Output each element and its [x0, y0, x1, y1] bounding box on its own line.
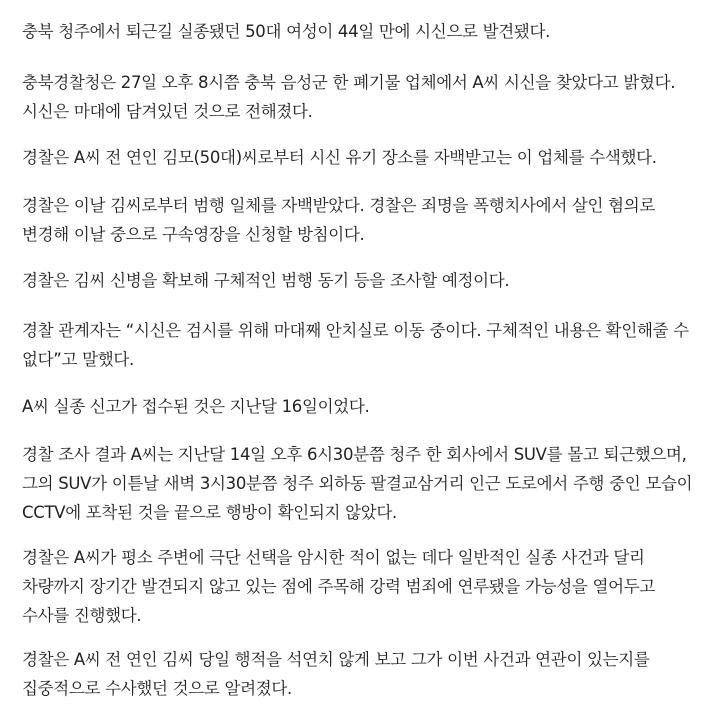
- article-paragraph-2: 충북경찰청은 27일 오후 8시쯤 충북 음성군 한 폐기물 업체에서 A씨 시신을 찾았다고 밝혔다. 시신은 마대에 담겨있던 것으로 전해졌다.: [22, 73, 676, 121]
- article-paragraph-3: 경찰은 A씨 전 연인 김모(50대)씨로부터 시신 유기 장소를 자백받고는 이 업체를 수색했다.: [22, 148, 657, 167]
- article-paragraph-1: 충북 청주에서 퇴근길 실종됐던 50대 여성이 44일 만에 시신으로 발견됐다.: [22, 22, 551, 41]
- article-paragraph-7: A씨 실종 신고가 접수된 것은 지난달 16일이었다.: [22, 397, 370, 416]
- article-paragraph-10: 경찰은 A씨 전 연인 김씨 당일 행적을 석연치 않게 보고 그가 이번 사건과 연관이 있는지를 집중적으로 수사했던 것으로 알려졌다.: [22, 650, 650, 698]
- article-paragraph-4: 경찰은 이날 김씨로부터 범행 일체를 자백받았다. 경찰은 죄명을 폭행치사에서 살인 혐의로 변경해 이날 중으로 구속영장을 신청할 방침이다.: [22, 196, 656, 244]
- article-paragraph-6: 경찰 관계자는 “시신은 검시를 위해 마대째 안치실로 이동 중이다. 구체적인 내용은 확인해줄 수 없다”고 말했다.: [22, 321, 689, 369]
- article-paragraph-5: 경찰은 김씨 신병을 확보해 구체적인 범행 동기 등을 조사할 예정이다.: [22, 271, 510, 290]
- article-paragraph-8: 경찰 조사 결과 A씨는 지난달 14일 오후 6시30분쯤 청주 한 회사에서 SUV를 몰고 퇴근했으며, 그의 SUV가 이튿날 새벽 3시30분쯤 청주 외하동 팔결교삼거리 인근 도로에서 주행 중인 모습이 CCTV에 포착된 것을 끝으로 행방이 확인되지 않았다.: [22, 445, 693, 522]
- article-paragraph-9: 경찰은 A씨가 평소 주변에 극단 선택을 암시한 적이 없는 데다 일반적인 실종 사건과 달리 차량까지 장기간 발견되지 않고 있는 점에 주목해 강력 범죄에 연루됐을 가능성을 열어두고 수사를 진행했다.: [22, 548, 656, 625]
